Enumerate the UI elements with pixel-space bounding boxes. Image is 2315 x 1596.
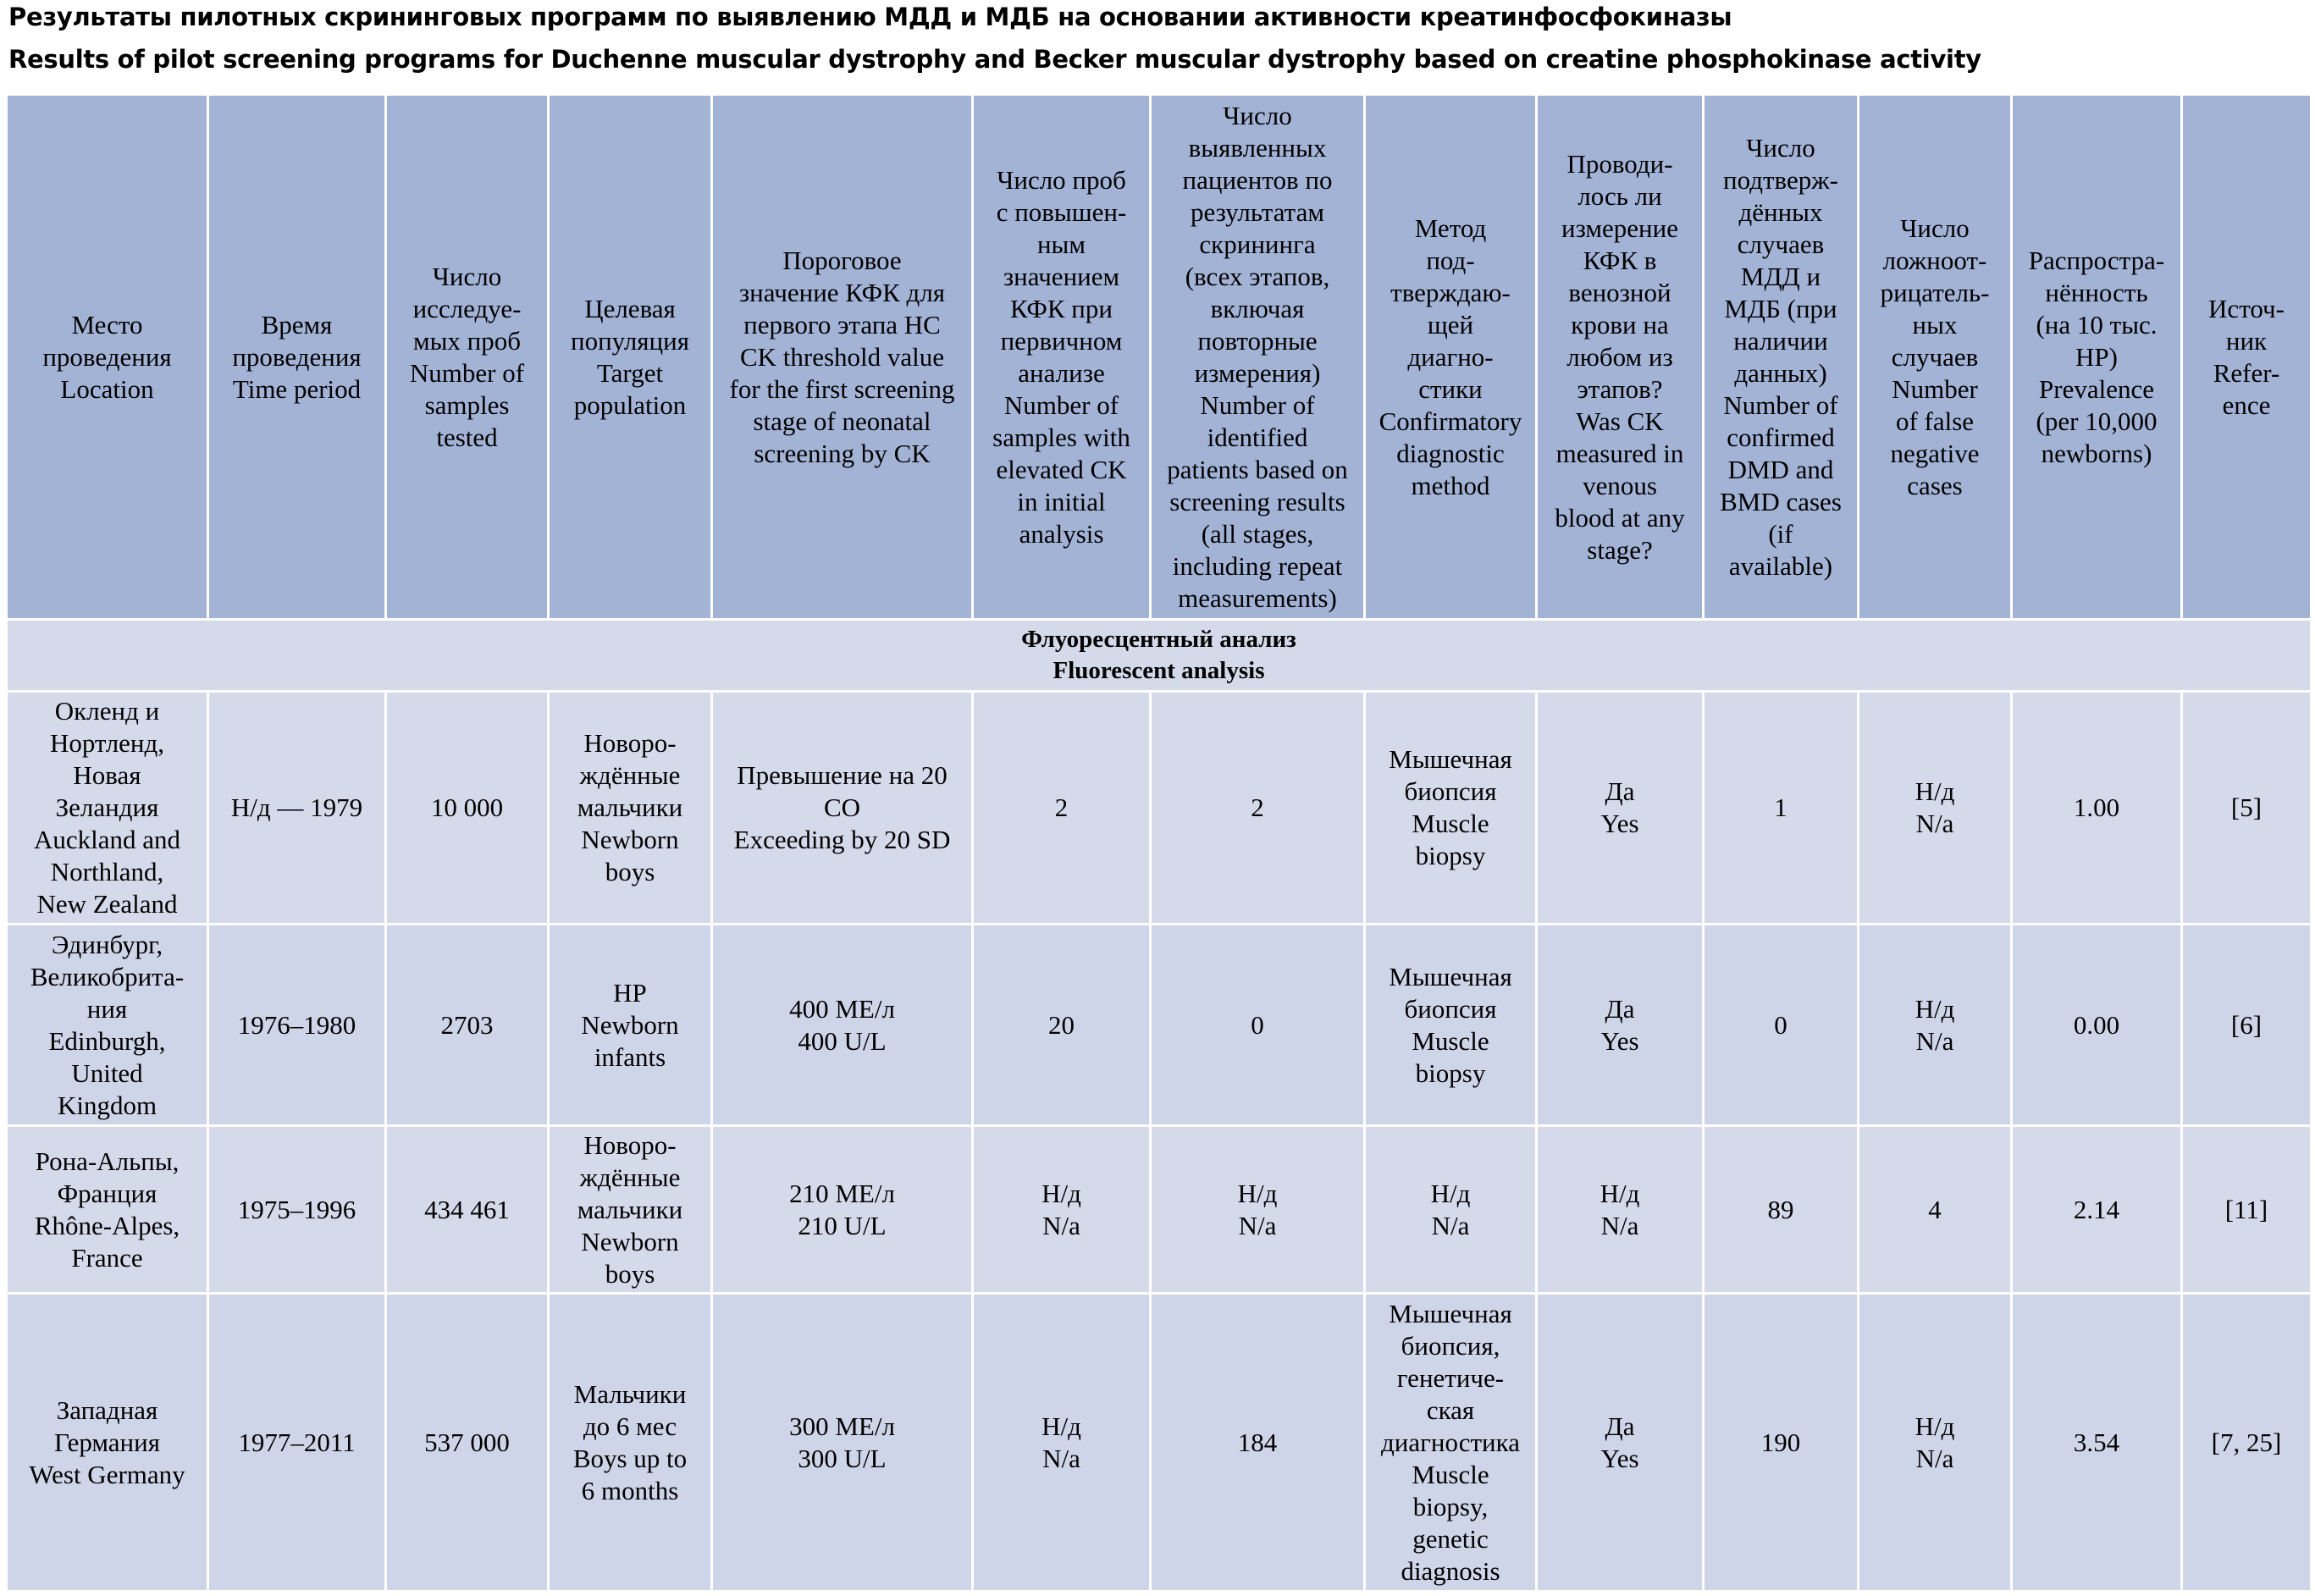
cell-line: Нортленд, <box>49 728 165 758</box>
cell-venous-ck <box>1537 1126 1704 1294</box>
cell-line: screening by CK <box>754 438 931 468</box>
cell-line: Н/д <box>1914 1411 1955 1441</box>
cell-line: Число проб <box>997 164 1126 195</box>
cell-line: Rhône-Alpes, <box>34 1210 180 1240</box>
cell-line: Время <box>261 309 333 340</box>
cell-confirmed-cases <box>1704 925 1859 1126</box>
header-identified-patients <box>1151 95 1365 620</box>
cell-line: 537 000 <box>424 1427 510 1457</box>
cell-line: ence <box>2222 389 2271 420</box>
cell-location <box>7 925 208 1126</box>
cell-line: 1.00 <box>2073 792 2120 822</box>
cell-line: cases <box>1907 470 1963 500</box>
cell-line: in initial <box>1017 486 1106 516</box>
cell-line: с повышен- <box>996 196 1127 227</box>
cell-line: случаев <box>1737 229 1825 259</box>
cell-line: Число <box>432 261 502 291</box>
cell-line: измерения) <box>1194 357 1321 388</box>
cell-line: случаев <box>1891 341 1979 372</box>
section-label-en: Fluorescent analysis <box>1053 657 1265 684</box>
cell-location <box>7 1294 208 1592</box>
cell-line: Muscle <box>1412 1459 1489 1489</box>
cell-line: 1977–2011 <box>238 1427 356 1457</box>
cell-line: Newborn <box>581 825 679 854</box>
cell-line: (per 10,000 <box>2036 406 2158 436</box>
table-row <box>7 925 2312 1126</box>
cell-line: Пороговое <box>782 245 902 275</box>
cell-line: 6 months <box>581 1475 679 1505</box>
cell-venous-ck <box>1537 692 1704 925</box>
cell-line: стики <box>1418 373 1483 404</box>
cell-target-population <box>549 1126 712 1294</box>
cell-ck-threshold <box>712 692 973 925</box>
cell-line: N/a <box>1238 1210 1277 1240</box>
table-title-ru: Результаты пилотных скрининговых программ по выявлению МДД и МДБ на основании активности креатинфосфокиназы <box>8 3 1732 31</box>
cell-line: ская <box>1426 1394 1475 1425</box>
cell-line: Confirmatory <box>1379 406 1522 436</box>
cell-line: Мальчики <box>573 1378 687 1409</box>
cell-line: диагностика <box>1381 1427 1520 1457</box>
cell-line: Новоро- <box>583 728 677 758</box>
cell-venous-ck <box>1537 1294 1704 1592</box>
cell-line: первого этапа НС <box>743 309 941 340</box>
cell-line: Зеландия <box>55 792 159 822</box>
cell-line: Yes <box>1600 1025 1639 1056</box>
cell-line: biopsy, <box>1412 1491 1489 1521</box>
cell-reference <box>2182 1126 2312 1294</box>
cell-line: Мышечная <box>1389 961 1512 991</box>
cell-false-negatives <box>1859 925 2012 1126</box>
cell-line: ным <box>1036 229 1086 259</box>
cell-line: negative <box>1890 438 1980 468</box>
cell-prevalence <box>2012 1126 2182 1294</box>
cell-line: analysis <box>1019 518 1104 549</box>
cell-elevated-samples <box>973 925 1151 1126</box>
cell-line: 0.00 <box>2073 1009 2120 1040</box>
cell-line: (if <box>1768 518 1793 549</box>
cell-target-population <box>549 1294 712 1592</box>
cell-line: ных <box>1912 309 1958 340</box>
cell-line: первичном <box>1000 325 1123 356</box>
cell-line: CK threshold value <box>739 341 945 372</box>
cell-line: Н/д <box>1914 776 1955 806</box>
cell-line: мальчики <box>577 792 683 822</box>
cell-line: МДБ (при <box>1724 293 1837 323</box>
cell-line: МДД и <box>1740 261 1821 291</box>
cell-line: Новоро- <box>583 1129 677 1160</box>
cell-line: проведения <box>42 341 172 372</box>
cell-line: diagnostic <box>1396 438 1505 468</box>
table-title-en: Results of pilot screening programs for Duchenne muscular dystrophy and Becker muscular dystrophy based on creatine phosphokinase activity <box>8 45 1981 74</box>
header-location <box>7 95 208 620</box>
cell-line: Newborn <box>581 1009 679 1040</box>
cell-line: Muscle <box>1412 1025 1489 1056</box>
cell-line: DMD and <box>1727 454 1834 484</box>
cell-line: venous <box>1583 470 1657 500</box>
cell-line: Н/д <box>1430 1178 1471 1208</box>
cell-line: New Zealand <box>36 889 178 919</box>
cell-line: including repeat <box>1172 550 1343 581</box>
cell-line: Да <box>1605 776 1635 806</box>
section-row <box>7 620 2312 692</box>
cell-line: Новая <box>73 760 141 790</box>
cell-samples-tested <box>386 925 549 1126</box>
cell-line: дённых <box>1738 196 1823 227</box>
cell-line: результатам <box>1191 196 1324 227</box>
cell-line: ник <box>2225 325 2268 356</box>
cell-line: Проводи- <box>1566 148 1673 179</box>
cell-line: Число <box>1746 132 1815 163</box>
cell-line: biopsy <box>1415 1058 1486 1088</box>
cell-line: genetic <box>1412 1523 1489 1554</box>
cell-line: СО <box>823 792 861 822</box>
cell-line: Источ- <box>2208 293 2285 323</box>
cell-line: Эдинбург, <box>51 929 163 959</box>
cell-line: выявленных <box>1188 132 1327 163</box>
cell-line: samples with <box>992 422 1130 452</box>
cell-prevalence <box>2012 1294 2182 1592</box>
cell-time-period <box>208 1294 386 1592</box>
cell-line: boys <box>605 857 655 886</box>
cell-line: крови на <box>1571 309 1669 340</box>
cell-line: Refer- <box>2213 357 2280 388</box>
cell-ck-threshold <box>712 1294 973 1592</box>
cell-line: исследуе- <box>412 293 522 323</box>
cell-line: biopsy <box>1415 841 1486 870</box>
cell-line: ния <box>86 993 128 1024</box>
cell-line: до 6 мес <box>583 1411 677 1441</box>
cell-venous-ck <box>1537 925 1704 1126</box>
screening-results-table <box>5 93 2312 1593</box>
cell-line: скрининга <box>1199 229 1316 259</box>
cell-line: 1976–1980 <box>237 1009 356 1040</box>
cell-identified-patients <box>1151 1294 1365 1592</box>
cell-identified-patients <box>1151 1126 1365 1294</box>
cell-line: Н/д <box>1600 1178 1640 1208</box>
table-row <box>7 1294 2312 1592</box>
cell-samples-tested <box>386 692 549 925</box>
cell-line: 434 461 <box>424 1194 510 1224</box>
cell-line: Н/д <box>1041 1411 1081 1441</box>
cell-line: значением <box>1003 261 1120 291</box>
cell-line: популяция <box>571 325 689 356</box>
cell-line: Prevalence <box>2039 373 2154 404</box>
cell-line: 0 <box>1774 1009 1787 1040</box>
cell-line: Kingdom <box>57 1090 157 1120</box>
cell-line: анализе <box>1018 357 1105 388</box>
cell-line: измерение <box>1561 213 1678 243</box>
cell-line: Мышечная <box>1389 1298 1512 1328</box>
cell-line: Number of <box>1723 389 1838 420</box>
cell-confirmatory-method <box>1365 925 1537 1126</box>
cell-line: 0 <box>1251 1009 1264 1040</box>
header-reference <box>2182 95 2312 620</box>
cell-line: 300 U/L <box>798 1443 887 1473</box>
cell-line: N/a <box>1600 1210 1639 1240</box>
cell-line: diagnosis <box>1401 1555 1500 1586</box>
cell-line: 3.54 <box>2073 1427 2120 1457</box>
cell-line: ждённые <box>579 760 681 790</box>
cell-line: for the first screening <box>729 373 955 404</box>
cell-line: венозной <box>1568 277 1671 307</box>
cell-line: 190 <box>1760 1427 1801 1457</box>
cell-line: Target <box>596 357 664 388</box>
cell-line: биопсия, <box>1401 1330 1500 1361</box>
header-ck-threshold <box>712 95 973 620</box>
cell-line: N/a <box>1915 1025 1954 1056</box>
cell-line: Boys up to <box>572 1443 688 1473</box>
cell-line: включая <box>1210 293 1305 323</box>
cell-line: НР <box>613 977 647 1008</box>
cell-line: newborns) <box>2041 438 2152 468</box>
section-label <box>7 620 2312 692</box>
cell-line: значение КФК для <box>738 277 946 307</box>
cell-line: Exceeding by 20 SD <box>733 825 951 854</box>
cell-line: Германия <box>54 1427 160 1457</box>
cell-line: confirmed <box>1727 422 1835 452</box>
cell-line: КФК при <box>1010 293 1113 323</box>
cell-line: биопсия <box>1404 776 1497 806</box>
cell-line: 400 МЕ/л <box>789 993 895 1024</box>
cell-line: диагно- <box>1407 341 1494 372</box>
header-elevated-samples <box>973 95 1151 620</box>
cell-line: elevated CK <box>996 454 1127 484</box>
cell-line: наличии <box>1733 325 1828 356</box>
cell-line: 2703 <box>440 1009 494 1040</box>
cell-line: Number of <box>409 357 525 388</box>
cell-line: 10 000 <box>430 792 504 822</box>
cell-confirmatory-method <box>1365 692 1537 925</box>
cell-line: N/a <box>1042 1210 1080 1240</box>
cell-line: рицатель- <box>1880 277 1990 307</box>
cell-line: КФК в <box>1583 245 1657 275</box>
cell-line: Западная <box>56 1394 158 1425</box>
cell-line: Целевая <box>584 293 676 323</box>
cell-line: 2 <box>1054 792 1069 822</box>
cell-line: Великобрита- <box>30 961 185 991</box>
cell-line: 184 <box>1237 1427 1278 1457</box>
cell-line: 1975–1996 <box>237 1194 356 1224</box>
cell-line: N/a <box>1915 1443 1954 1473</box>
cell-line: N/a <box>1915 809 1954 838</box>
cell-line: Was CK <box>1576 406 1664 436</box>
cell-line: [6] <box>2230 1009 2263 1040</box>
cell-target-population <box>549 925 712 1126</box>
header-target-population <box>549 95 712 620</box>
cell-line: infants <box>594 1041 666 1072</box>
cell-confirmed-cases <box>1704 1294 1859 1592</box>
cell-line: Да <box>1605 1411 1635 1441</box>
cell-line: [11] <box>2224 1194 2268 1224</box>
cell-line: Место <box>71 309 143 340</box>
cell-line: Франция <box>57 1178 157 1208</box>
header-samples-tested <box>386 95 549 620</box>
cell-line: биопсия <box>1404 993 1497 1024</box>
cell-prevalence <box>2012 692 2182 925</box>
cell-line: N/a <box>1042 1443 1080 1473</box>
cell-line: НР) <box>2075 341 2118 372</box>
cell-line: boys <box>605 1258 655 1289</box>
cell-false-negatives <box>1859 692 2012 925</box>
cell-confirmed-cases <box>1704 692 1859 925</box>
cell-confirmatory-method <box>1365 1294 1537 1592</box>
header-prevalence <box>2012 95 2182 620</box>
cell-line: генетиче- <box>1396 1362 1505 1393</box>
cell-line: мых проб <box>412 325 522 356</box>
cell-reference <box>2182 1294 2312 1592</box>
cell-time-period <box>208 1126 386 1294</box>
cell-line: любом из <box>1566 341 1673 372</box>
cell-time-period <box>208 925 386 1126</box>
cell-line: Превышение на 20 <box>737 760 948 790</box>
cell-location <box>7 1126 208 1294</box>
cell-line: Число <box>1223 100 1292 130</box>
cell-line: of false <box>1895 406 1975 436</box>
cell-reference <box>2182 692 2312 925</box>
cell-line: screening results <box>1169 486 1345 516</box>
cell-line: (all stages, <box>1201 518 1314 549</box>
cell-time-period <box>208 692 386 925</box>
cell-line: Мышечная <box>1389 744 1512 774</box>
cell-line: identified <box>1207 422 1308 452</box>
cell-identified-patients <box>1151 925 1365 1126</box>
cell-line: проведения <box>232 341 362 372</box>
cell-line: samples <box>424 389 510 420</box>
cell-line: available) <box>1728 550 1833 581</box>
cell-line: Auckland and <box>33 825 181 854</box>
cell-line: Number of <box>1200 389 1315 420</box>
cell-line: [5] <box>2230 792 2263 822</box>
cell-line: Yes <box>1600 1443 1639 1473</box>
cell-line: 400 U/L <box>798 1025 887 1056</box>
cell-line: 2.14 <box>2073 1194 2120 1224</box>
cell-line: подтверж- <box>1723 164 1838 195</box>
cell-line: Метод <box>1414 213 1487 243</box>
cell-location <box>7 692 208 925</box>
cell-samples-tested <box>386 1294 549 1592</box>
cell-line: тверждаю- <box>1390 277 1511 307</box>
cell-line: Да <box>1605 993 1635 1024</box>
cell-confirmatory-method <box>1365 1126 1537 1294</box>
cell-line: 2 <box>1251 792 1264 822</box>
header-time-period <box>208 95 386 620</box>
cell-line: Распростра- <box>2028 245 2165 275</box>
cell-line: 1 <box>1774 792 1787 822</box>
cell-line: stage of neonatal <box>753 406 931 436</box>
cell-line: blood at any <box>1555 502 1685 533</box>
cell-line: tested <box>436 422 498 452</box>
cell-line: 89 <box>1767 1194 1794 1224</box>
cell-ck-threshold <box>712 925 973 1126</box>
cell-line: 300 МЕ/л <box>789 1411 895 1441</box>
cell-target-population <box>549 692 712 925</box>
cell-false-negatives <box>1859 1126 2012 1294</box>
cell-line: Рона-Альпы, <box>35 1146 180 1176</box>
cell-samples-tested <box>386 1126 549 1294</box>
cell-line: patients based on <box>1167 454 1348 484</box>
cell-line: West Germany <box>29 1459 185 1489</box>
cell-line: (на 10 тыс. <box>2036 309 2158 340</box>
cell-line: ждённые <box>579 1162 681 1192</box>
cell-line: Newborn <box>581 1226 679 1256</box>
cell-line: Окленд и <box>54 696 160 726</box>
cell-line: Н/д <box>1914 993 1955 1024</box>
cell-line: Н/д <box>1041 1178 1081 1208</box>
cell-line: population <box>573 389 687 420</box>
cell-line: Н/д <box>1237 1178 1278 1208</box>
cell-line: данных) <box>1734 357 1827 388</box>
cell-line: пациентов по <box>1182 164 1333 195</box>
cell-line: (всех этапов, <box>1185 261 1330 291</box>
cell-ck-threshold <box>712 1126 973 1294</box>
cell-identified-patients <box>1151 692 1365 925</box>
cell-line: France <box>71 1242 143 1273</box>
cell-line: Число <box>1900 213 1970 243</box>
cell-line: method <box>1411 470 1490 500</box>
cell-line: повторные <box>1197 325 1318 356</box>
header-venous-ck <box>1537 95 1704 620</box>
cell-line: 20 <box>1048 1009 1075 1040</box>
header-row <box>7 95 2312 620</box>
cell-line: Location <box>60 373 154 404</box>
cell-line: [7, 25] <box>2211 1427 2282 1457</box>
table-row <box>7 1126 2312 1294</box>
header-confirmatory-method <box>1365 95 1537 620</box>
cell-line: лось ли <box>1577 180 1662 211</box>
cell-elevated-samples <box>973 692 1151 925</box>
cell-line: Number of <box>1003 389 1119 420</box>
cell-false-negatives <box>1859 1294 2012 1592</box>
header-false-negatives <box>1859 95 2012 620</box>
cell-line: Number <box>1892 373 1978 404</box>
cell-line: Н/д — 1979 <box>230 792 363 822</box>
cell-reference <box>2182 925 2312 1126</box>
cell-line: под- <box>1426 245 1475 275</box>
cell-line: мальчики <box>577 1194 683 1224</box>
cell-confirmed-cases <box>1704 1126 1859 1294</box>
cell-line: N/a <box>1431 1210 1470 1240</box>
cell-line: BMD cases <box>1720 486 1842 516</box>
cell-line: measured in <box>1555 438 1684 468</box>
cell-line: 4 <box>1928 1194 1942 1224</box>
cell-elevated-samples <box>973 1294 1151 1592</box>
section-label-ru: Флуоресцентный анализ <box>1021 626 1296 653</box>
cell-line: ложноот- <box>1882 245 1987 275</box>
cell-line: Edinburgh, <box>48 1025 166 1056</box>
cell-prevalence <box>2012 925 2182 1126</box>
cell-line: 210 U/L <box>798 1210 887 1240</box>
cell-line: United <box>71 1058 143 1088</box>
cell-line: Muscle <box>1412 809 1489 838</box>
table-row <box>7 692 2312 925</box>
cell-line: 210 МЕ/л <box>789 1178 895 1208</box>
cell-line: щей <box>1427 309 1474 340</box>
cell-line: measurements) <box>1178 583 1337 613</box>
cell-line: stage? <box>1587 534 1653 565</box>
cell-elevated-samples <box>973 1126 1151 1294</box>
header-confirmed-cases <box>1704 95 1859 620</box>
cell-line: этапов? <box>1577 373 1663 404</box>
cell-line: Time period <box>232 373 362 404</box>
cell-line: Northland, <box>50 857 164 886</box>
cell-line: Yes <box>1600 809 1639 838</box>
cell-line: нённость <box>2045 277 2148 307</box>
